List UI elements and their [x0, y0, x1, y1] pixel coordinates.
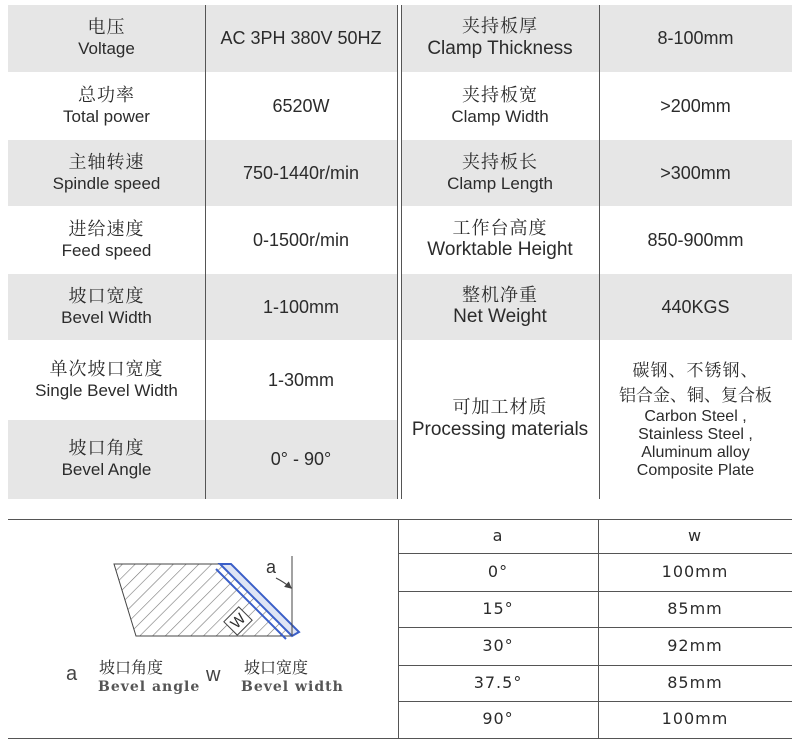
spec-value: [205, 420, 397, 499]
legend-w-zh: 坡口宽度: [244, 660, 309, 677]
spec-label: [8, 420, 205, 499]
label-zh: 进给速度: [68, 218, 145, 240]
label-en: Worktable Height: [427, 239, 573, 261]
label-zh: 电压: [87, 17, 126, 39]
legend-a-en: Bevel angle: [98, 679, 201, 695]
angle-symbol: a: [266, 557, 277, 577]
material-zh-line: 碳钢、不锈钢、: [632, 361, 759, 382]
width-symbol: W: [223, 606, 253, 636]
value-text: >300mm: [660, 162, 731, 183]
value-text: AC 3PH 380V 50HZ: [220, 28, 382, 49]
divider: [8, 738, 792, 739]
label-zh: 整机净重: [462, 284, 538, 306]
value-text: 8-100mm: [657, 28, 734, 49]
label-en: Feed speed: [61, 240, 152, 260]
bevel-table-cell: 85mm: [667, 672, 723, 692]
spec-label: [401, 72, 599, 140]
value-text: >200mm: [660, 95, 731, 116]
legend-a-zh: 坡口角度: [99, 660, 164, 677]
spec-value: [599, 206, 792, 274]
spec-value: [599, 72, 792, 140]
bevel-table-cell: 92mm: [667, 635, 723, 655]
spec-label: [401, 340, 599, 499]
value-text: 1-30mm: [267, 369, 334, 390]
label-zh: 夹持板长: [462, 151, 538, 173]
divider: [397, 5, 398, 499]
value-text: 6520W: [272, 95, 330, 116]
spec-value: [205, 5, 397, 72]
label-en: Clamp Thickness: [427, 37, 573, 59]
bevel-diagram: [100, 548, 310, 653]
label-en: Clamp Width: [451, 106, 549, 126]
bevel-table-cell: 37.5°: [473, 672, 523, 692]
bevel-table-cell: 100mm: [661, 561, 729, 581]
bevel-table-cell: 0°: [487, 561, 509, 581]
material-en-line: Aluminum alloy: [641, 444, 750, 462]
bevel-table-cell: 90°: [482, 709, 514, 729]
value-text: 0° - 90°: [270, 449, 332, 470]
label-zh: 可加工材质: [452, 397, 548, 419]
spec-value: [205, 274, 397, 340]
spec-label: [8, 140, 205, 206]
bevel-table-header-a: a: [492, 525, 504, 545]
label-zh: 总功率: [78, 84, 135, 106]
label-zh: 坡口宽度: [68, 285, 145, 307]
label-en: Single Bevel Width: [35, 380, 178, 400]
spec-label: [401, 140, 599, 206]
angle-arc: [276, 578, 291, 588]
spec-value: [205, 72, 397, 140]
material-en-line: Carbon Steel ,: [644, 408, 747, 426]
spec-value: [205, 206, 397, 274]
material-zh-line: 铝合金、铜、复合板: [619, 385, 772, 406]
spec-value: [205, 340, 397, 420]
spec-label: [401, 274, 599, 340]
label-en: Net Weight: [453, 306, 547, 328]
bevel-table-header-w: w: [687, 525, 703, 545]
spec-table: [8, 5, 792, 499]
spec-label: [401, 5, 599, 72]
spec-label: [8, 274, 205, 340]
bevel-table-cell: 30°: [482, 635, 514, 655]
value-text: 0-1500r/min: [252, 229, 350, 250]
label-zh: 夹持板宽: [462, 84, 538, 106]
material-en-line: Composite Plate: [636, 462, 755, 480]
label-en: Clamp Length: [447, 173, 553, 193]
material-en-line: Stainless Steel ,: [638, 426, 753, 444]
spec-value: [599, 5, 792, 72]
spec-label: [8, 340, 205, 420]
value-text: 440KGS: [661, 296, 730, 317]
label-zh: 单次坡口宽度: [49, 358, 164, 380]
label-zh: 夹持板厚: [462, 16, 538, 38]
label-en: Total power: [63, 106, 150, 126]
spec-value: [599, 274, 792, 340]
value-text: 850-900mm: [647, 229, 744, 250]
value-text: 1-100mm: [262, 296, 340, 317]
spec-value: [599, 140, 792, 206]
spec-label: [401, 206, 599, 274]
bevel-table-cell: 15°: [482, 598, 514, 618]
label-en: Bevel Angle: [61, 460, 152, 480]
legend-w-en: Bevel width: [241, 679, 344, 695]
value-text: 750-1440r/min: [242, 162, 360, 183]
spec-label: [8, 72, 205, 140]
spec-value: [205, 140, 397, 206]
label-zh: 主轴转速: [68, 151, 145, 173]
label-en: Bevel Width: [61, 307, 152, 327]
label-en: Processing materials: [411, 418, 589, 440]
spec-label: [8, 5, 205, 72]
label-en: Spindle speed: [52, 173, 161, 193]
label-zh: 坡口角度: [68, 438, 145, 460]
bevel-table-cell: 85mm: [667, 598, 723, 618]
materials-value: [599, 340, 792, 499]
label-en: Voltage: [78, 39, 135, 59]
spec-label: [8, 206, 205, 274]
label-zh: 工作台高度: [452, 217, 548, 239]
bevel-table-cell: 100mm: [661, 709, 729, 729]
legend-w-letter: w: [206, 664, 221, 686]
legend-a-letter: a: [66, 663, 78, 685]
